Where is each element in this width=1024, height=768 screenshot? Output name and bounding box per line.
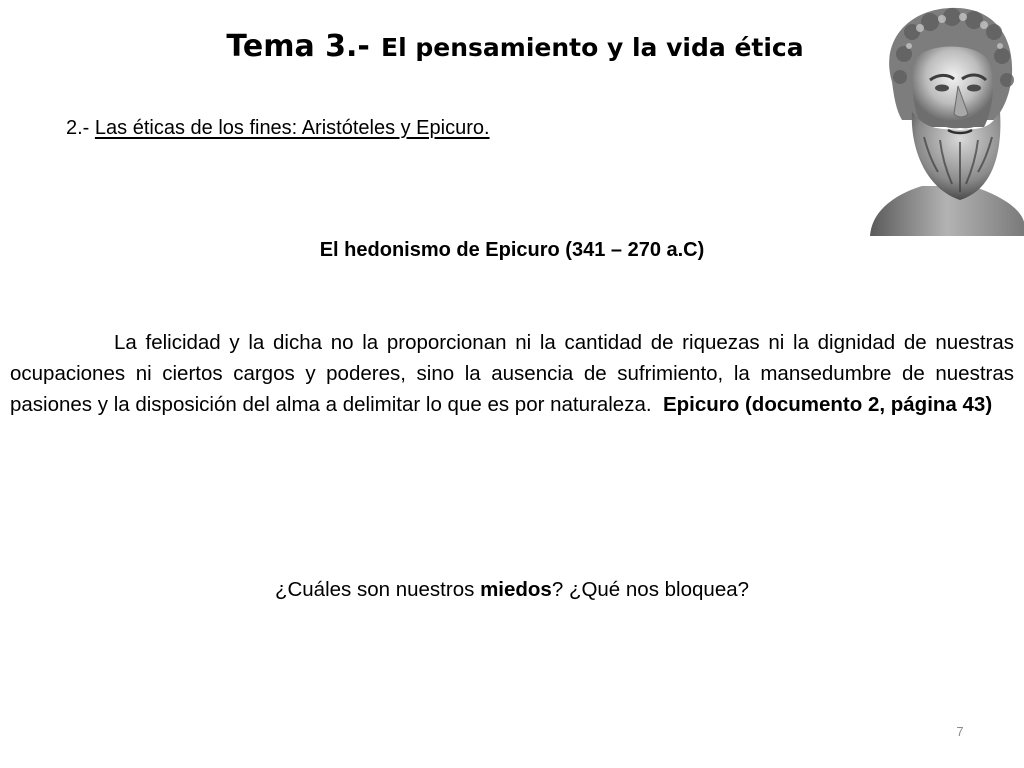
subtitle-number: 2.- bbox=[66, 117, 90, 139]
subtitle-text: Las éticas de los fines: Aristóteles y Epicuro. bbox=[94, 117, 490, 139]
quote-text: La felicidad y la dicha no la proporcionan ni la cantidad de riquezas ni la dignidad de nuestras ocupaciones ni ciertos cargos y poderes, sino la ausencia de sufrimiento, la mansedumbre de nuestras pasiones y la disposición del alma a delimitar lo que es por naturaleza. bbox=[10, 331, 1014, 416]
slide-title-rest: El pensamiento y la vida ética bbox=[381, 33, 804, 62]
question-after: ? ¿Qué nos bloquea? bbox=[551, 578, 750, 601]
reflection-question bbox=[0, 575, 1024, 605]
epicurus-bust-icon bbox=[862, 2, 1024, 236]
quote-paragraph bbox=[10, 327, 1014, 420]
section-heading: El hedonismo de Epicuro (341 – 270 a.C) bbox=[319, 239, 705, 261]
question-before: ¿Cuáles son nuestros bbox=[274, 578, 481, 601]
slide-title bbox=[150, 26, 880, 65]
page-number: 7 bbox=[956, 724, 964, 739]
question-emphasis: miedos bbox=[480, 578, 552, 601]
quote-citation: Epicuro (documento 2, página 43) bbox=[662, 393, 993, 416]
slide-title-main: Tema 3.- bbox=[226, 29, 370, 64]
subtitle bbox=[66, 114, 490, 142]
